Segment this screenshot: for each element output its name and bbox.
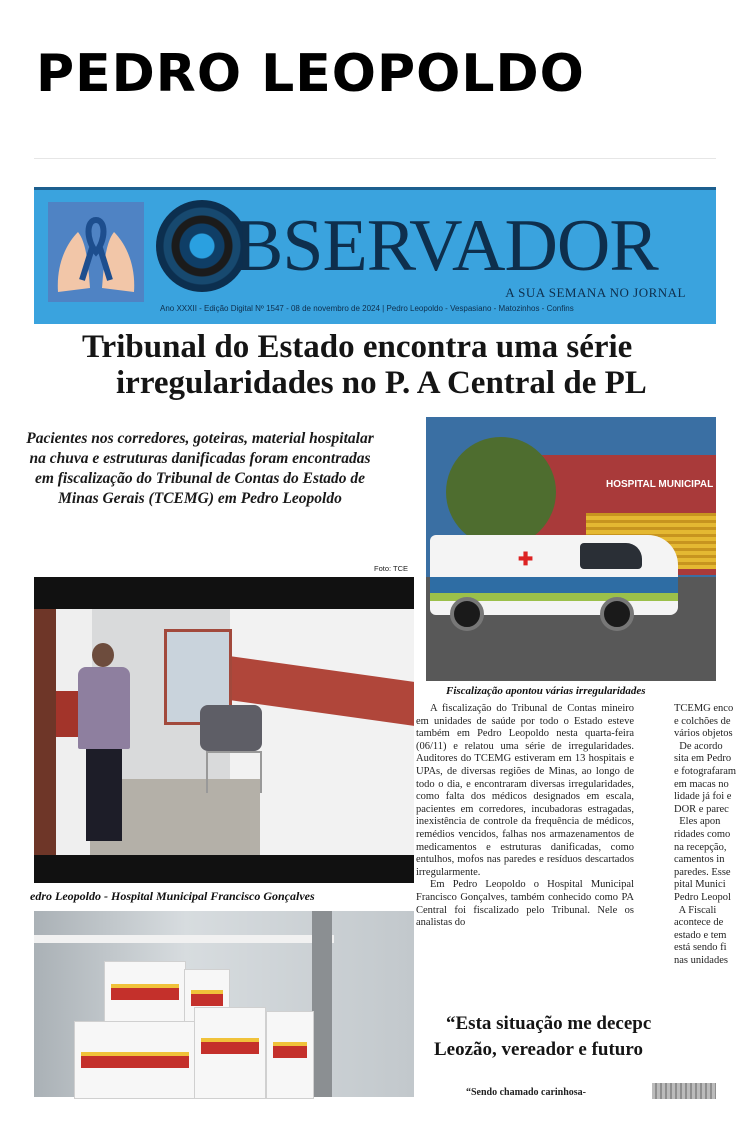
- standing-person: [76, 643, 134, 843]
- corridor-photo-caption: edro Leopoldo - Hospital Municipal Francisco Gonçalves: [30, 889, 315, 903]
- stretcher-frame: [206, 751, 262, 793]
- masthead-title: BSERVADOR: [234, 205, 658, 287]
- hospital-ambulance-photo: [426, 417, 716, 681]
- wheel-icon: [600, 597, 634, 631]
- medicine-box: [194, 1007, 266, 1099]
- ambulance-window: [580, 543, 642, 569]
- article-paragraph-2: Em Pedro Leopoldo o Hospital Municipal Francisco Gonçalves, também conhecido como PA Central foi fiscalizado pelo Tribunal. Nele os analistas do: [416, 879, 634, 929]
- shelf-board: [34, 935, 334, 943]
- medicine-box: [104, 961, 186, 1023]
- headline-line-2: irregularidades no P. A Central de PL: [116, 365, 647, 401]
- pull-quote-line-1: “Esta situação me decepc: [446, 1013, 652, 1034]
- corridor-door: [34, 609, 56, 855]
- subheadline: Pacientes nos corredores, goteiras, material hospitalar na chuva e estruturas danificadas foram encontradas em fiscalização do Tribunal de Contas do Estado de Minas Gerais (TCEMG) em Pedro Leopoldo: [26, 430, 374, 507]
- masthead-tagline: A SUA SEMANA NO JORNAL: [505, 285, 686, 300]
- medicine-shelf-photo: [34, 911, 414, 1097]
- shelf-post: [312, 911, 332, 1097]
- corridor-scene: [34, 609, 414, 855]
- edition-info: Ano XXXII - Edição Digital Nº 1547 - 08 de novembro de 2024 | Pedro Leopoldo - Vespasiano - Matozinhos - Confins: [160, 304, 574, 313]
- main-headline: [82, 329, 722, 401]
- article-paragraph-1: A fiscalização do Tribunal de Contas mineiro em unidades de saúde por todo o Estado esteve também em Pedro Leopoldo nesta quarta-feira (06/11) e relatou uma série de irregularidades. Auditores do TCEMG estiveram em 13 hospitais e UPAs, de diversas regiões de Minas, ao longo de todo o dia, e encontraram diversas irregularidades, como falta dos médicos designados em escala, pacientes em corredores, incubadoras estragadas, inexistência de controle da frequência de médicos, remédios vencidos, falhas nos armazenamentos de medicamentos e estruturas danificadas, como entulhos, mofos nas paredes e resíduos descartados irregularmente.: [416, 703, 634, 878]
- hospital-photo-caption: Fiscalização apontou várias irregularidades: [446, 685, 646, 697]
- red-cross-icon: ✚: [518, 549, 534, 569]
- medicine-box: [266, 1011, 314, 1099]
- corridor-photo: [34, 577, 414, 883]
- wheel-icon: [450, 597, 484, 631]
- blurred-block: [652, 1083, 716, 1099]
- top-margin: [34, 159, 716, 187]
- page-heading: PEDRO LEOPOLDO: [36, 44, 585, 104]
- photo-credit: Foto: TCE: [374, 564, 409, 573]
- pull-quote: [434, 1011, 754, 1063]
- hospital-sign: HOSPITAL MUNICIPAL: [606, 479, 714, 490]
- headline-line-1: Tribunal do Estado encontra uma série: [82, 329, 633, 365]
- patient-stretcher: [200, 705, 262, 751]
- article-lead: “Sendo chamado carinhosa-: [466, 1087, 587, 1098]
- palm-trees: [446, 437, 556, 547]
- masthead: [34, 187, 716, 324]
- newspaper-front-page: [26, 158, 737, 1099]
- ambulance: [430, 535, 678, 615]
- awareness-ribbon-image: [48, 202, 144, 302]
- medicine-box: [74, 1021, 196, 1099]
- article-column-3: TCEMG enco e colchões de vários objetos De acordo sita em Pedro e fotografaram em macas no lidade já foi e DOR e parec Eles apon ridades como na recepção, camentos in paredes. Esse pital Munici Pedro Leopol A Fiscali acontece de estado e tem está sendo fi nas unidades: [674, 703, 737, 966]
- article-column: [416, 703, 634, 930]
- pull-quote-line-2: Leozão, vereador e futuro: [434, 1039, 643, 1060]
- ribbon-hands-icon: [48, 202, 144, 302]
